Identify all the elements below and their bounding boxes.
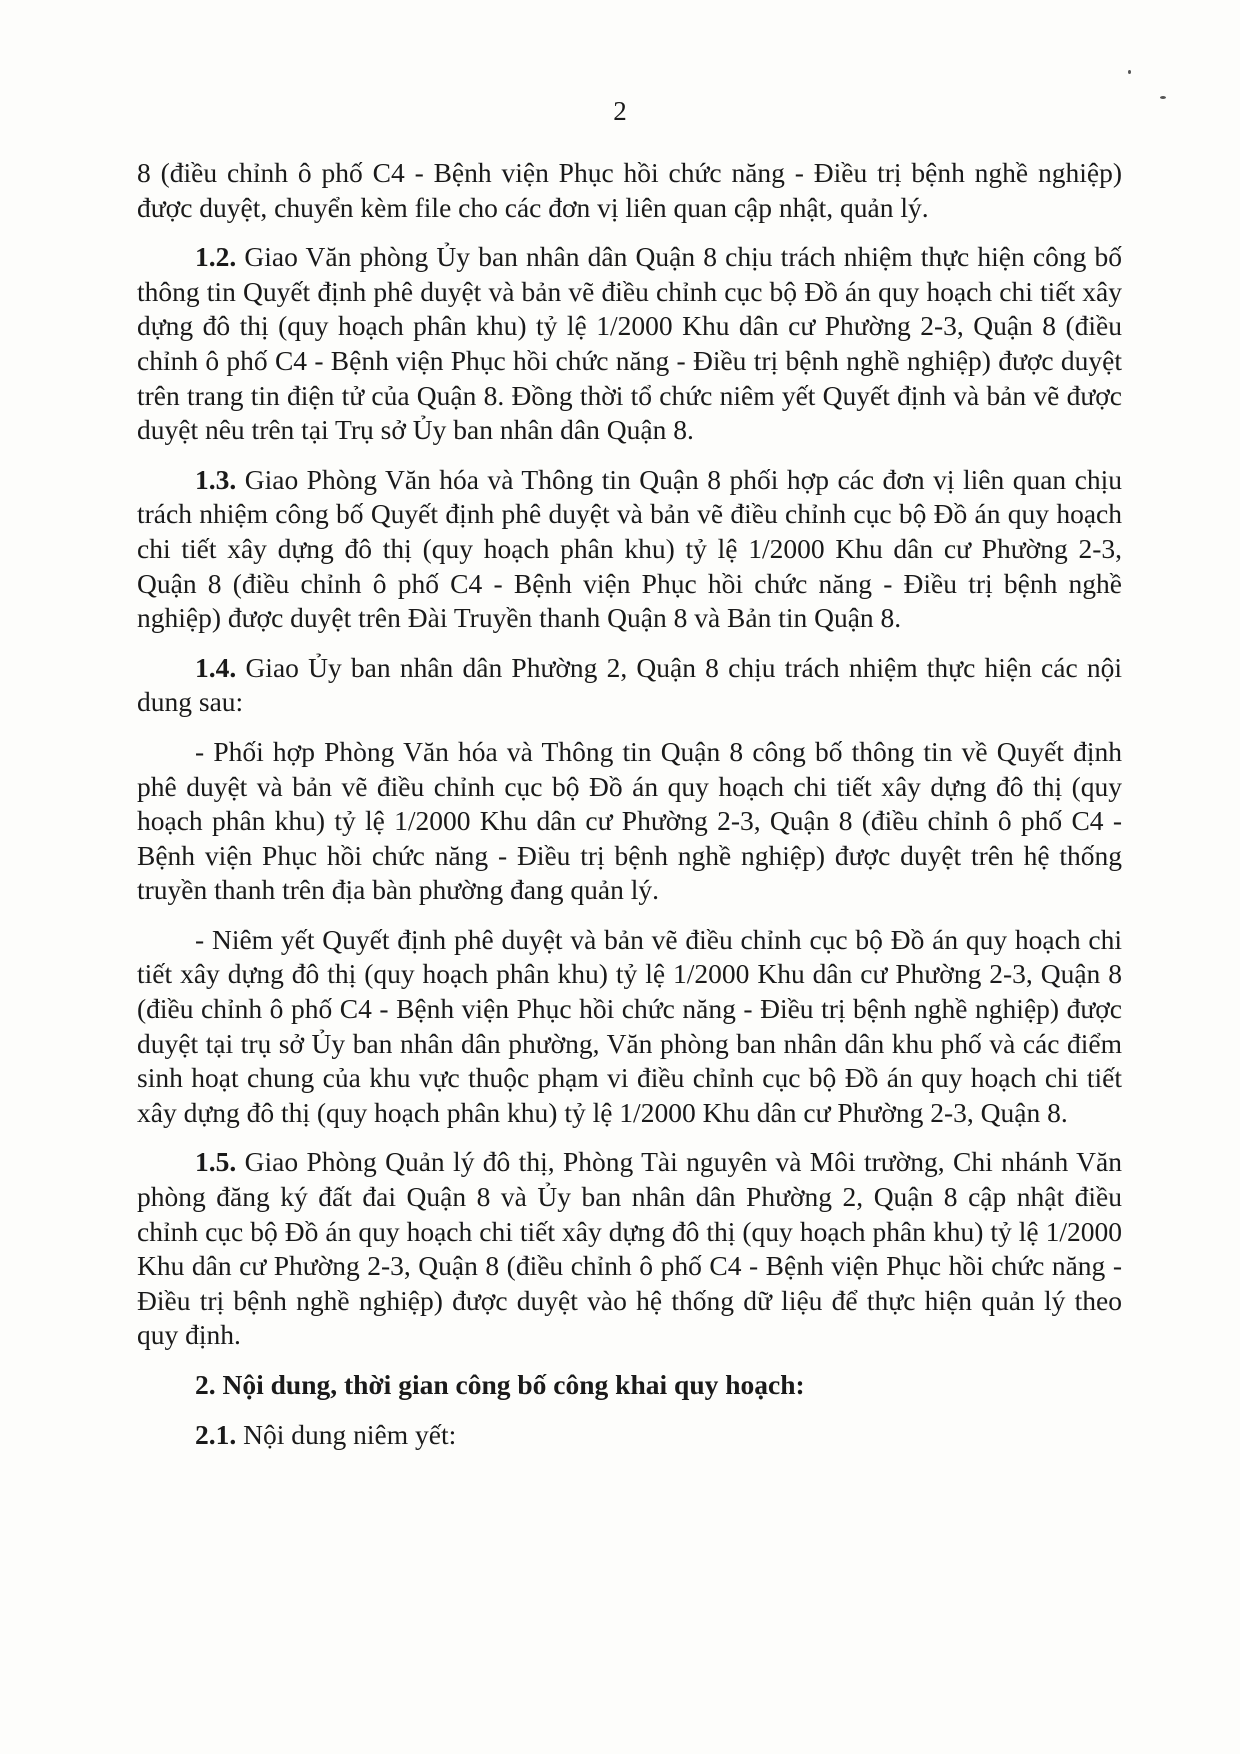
- bullet-item: [137, 923, 1122, 1131]
- paragraph-continuation: [137, 156, 1122, 225]
- subsection-text: Nội dung niêm yết:: [236, 1418, 457, 1450]
- paragraph-1-4: [137, 651, 1122, 720]
- paragraph-text: 8 (điều chỉnh ô phố C4 - Bệnh viện Phục hồi chức năng - Điều trị bệnh nghề nghiệp) được duyệt, chuyển kèm file cho các đơn vị liên quan cập nhật, quản lý.: [137, 157, 1122, 223]
- paragraph-text: Giao Văn phòng Ủy ban nhân dân Quận 8 chịu trách nhiệm thực hiện công bố thông tin Quyết định phê duyệt và bản vẽ điều chỉnh cục bộ Đồ án quy hoạch chi tiết xây dựng đô thị (quy hoạch phân khu) tỷ lệ 1/2000 Khu dân cư Phường 2-3, Quận 8 (điều chỉnh ô phố C4 - Bệnh viện Phục hồi chức năng - Điều trị bệnh nghề nghiệp) được duyệt trên trang tin điện tử của Quận 8. Đồng thời tổ chức niêm yết Quyết định và bản vẽ được duyệt nêu trên tại Trụ sở Ủy ban nhân dân Quận 8.: [137, 241, 1122, 446]
- paragraph-1-5: [137, 1145, 1122, 1353]
- subsection-2-1: [137, 1418, 1122, 1453]
- section-number: 1.4.: [195, 651, 237, 683]
- bullet-text: - Niêm yết Quyết định phê duyệt và bản vẽ điều chỉnh cục bộ Đồ án quy hoạch chi tiết xây dựng đô thị (quy hoạch phân khu) tỷ lệ 1/2000 Khu dân cư Phường 2-3, Quận 8 (điều chỉnh ô phố C4 - Bệnh viện Phục hồi chức năng - Điều trị bệnh nghề nghiệp) được duyệt tại trụ sở Ủy ban nhân dân phường, Văn phòng ban nhân dân khu phố và các điểm sinh hoạt chung của khu vực thuộc phạm vi điều chỉnh cục bộ Đồ án quy hoạch chi tiết xây dựng đô thị (quy hoạch phân khu) tỷ lệ 1/2000 Khu dân cư Phường 2-3, Quận 8.: [137, 923, 1122, 1128]
- scan-speck: [1160, 96, 1166, 99]
- bullet-item: [137, 735, 1122, 908]
- section-heading-2: 2. Nội dung, thời gian công bố công khai quy hoạch:: [195, 1369, 805, 1400]
- section-number: 2.1.: [195, 1418, 237, 1450]
- section-number: 1.5.: [195, 1146, 237, 1178]
- paragraph-text: Giao Phòng Quản lý đô thị, Phòng Tài nguyên và Môi trường, Chi nhánh Văn phòng đăng ký đất đai Quận 8 và Ủy ban nhân dân Phường 2, Quận 8 cập nhật điều chỉnh cục bộ Đồ án quy hoạch chi tiết xây dựng đô thị (quy hoạch phân khu) tỷ lệ 1/2000 Khu dân cư Phường 2-3, Quận 8 (điều chỉnh ô phố C4 - Bệnh viện Phục hồi chức năng - Điều trị bệnh nghề nghiệp) được duyệt vào hệ thống dữ liệu để thực hiện quản lý theo quy định.: [137, 1146, 1122, 1351]
- paragraph-text: Giao Phòng Văn hóa và Thông tin Quận 8 phối hợp các đơn vị liên quan chịu trách nhiệm công bố Quyết định phê duyệt và bản vẽ điều chỉnh cục bộ Đồ án quy hoạch chi tiết xây dựng đô thị (quy hoạch phân khu) tỷ lệ 1/2000 Khu dân cư Phường 2-3, Quận 8 (điều chỉnh ô phố C4 - Bệnh viện Phục hồi chức năng - Điều trị bệnh nghề nghiệp) được duyệt trên Đài Truyền thanh Quận 8 và Bản tin Quận 8.: [137, 463, 1122, 634]
- paragraph-1-3: [137, 463, 1122, 636]
- scan-speck: [1128, 70, 1131, 74]
- section-number: 1.3.: [195, 463, 237, 495]
- document-body: [137, 156, 1122, 1467]
- page-number: 2: [613, 96, 627, 126]
- bullet-text: - Phối hợp Phòng Văn hóa và Thông tin Quận 8 công bố thông tin về Quyết định phê duyệt và bản vẽ điều chỉnh cục bộ Đồ án quy hoạch chi tiết xây dựng đô thị (quy hoạch phân khu) tỷ lệ 1/2000 Khu dân cư Phường 2-3, Quận 8 (điều chỉnh ô phố C4 - Bệnh viện Phục hồi chức năng - Điều trị bệnh nghề nghiệp) được duyệt trên hệ thống truyền thanh trên địa bàn phường đang quản lý.: [137, 735, 1122, 906]
- section-number: 1.2.: [195, 241, 237, 273]
- paragraph-text: Giao Ủy ban nhân dân Phường 2, Quận 8 chịu trách nhiệm thực hiện các nội dung sau:: [137, 651, 1122, 718]
- paragraph-1-2: [137, 240, 1122, 448]
